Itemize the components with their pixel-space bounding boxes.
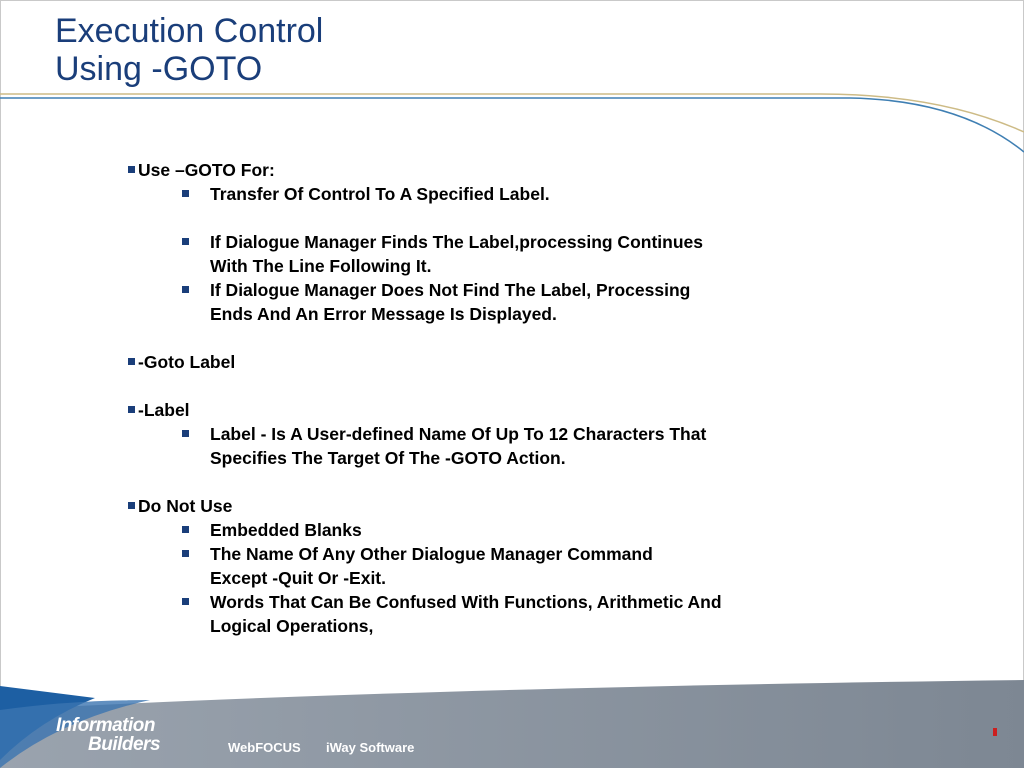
- list-item: If Dialogue Manager Does Not Find The Label, Processing: [210, 278, 690, 302]
- list-item: Embedded Blanks: [210, 518, 362, 542]
- list-item-continuation: Except -Quit Or -Exit.: [210, 568, 386, 588]
- slide-title-line-2: Using -GOTO: [55, 50, 263, 88]
- square-bullet-icon: [128, 406, 135, 413]
- slide-title: [55, 12, 323, 88]
- square-bullet-icon: [128, 166, 135, 173]
- list-item-continuation: With The Line Following It.: [210, 256, 432, 276]
- square-bullet-icon: [182, 598, 189, 605]
- section-heading: -Label: [128, 398, 190, 422]
- section-heading: Use –GOTO For:: [128, 158, 275, 182]
- list-item: The Name Of Any Other Dialogue Manager Command: [210, 542, 653, 566]
- section-heading: Do Not Use: [128, 494, 232, 518]
- footer-link-iway-software[interactable]: iWay Software: [326, 740, 415, 755]
- square-bullet-icon: [182, 526, 189, 533]
- square-bullet-icon: [182, 286, 189, 293]
- section-heading: -Goto Label: [128, 350, 235, 374]
- slide-title-line-1: Execution Control: [55, 12, 324, 50]
- list-item-continuation: Ends And An Error Message Is Displayed.: [210, 304, 557, 324]
- list-item: Transfer Of Control To A Specified Label.: [210, 182, 550, 206]
- information-builders-logo: Information Builders: [56, 715, 161, 755]
- square-bullet-icon: [182, 238, 189, 245]
- footer-link-webfocus[interactable]: WebFOCUS: [228, 740, 301, 755]
- red-marker-icon: [993, 728, 997, 736]
- list-item-continuation: Logical Operations,: [210, 616, 374, 636]
- square-bullet-icon: [128, 502, 135, 509]
- square-bullet-icon: [182, 190, 189, 197]
- square-bullet-icon: [182, 430, 189, 437]
- list-item: If Dialogue Manager Finds The Label,processing Continues: [210, 230, 703, 254]
- square-bullet-icon: [182, 550, 189, 557]
- list-item-continuation: Specifies The Target Of The -GOTO Action.: [210, 448, 566, 468]
- square-bullet-icon: [128, 358, 135, 365]
- list-item: Label - Is A User-defined Name Of Up To 12 Characters That: [210, 422, 706, 446]
- list-item: Words That Can Be Confused With Functions, Arithmetic And: [210, 590, 722, 614]
